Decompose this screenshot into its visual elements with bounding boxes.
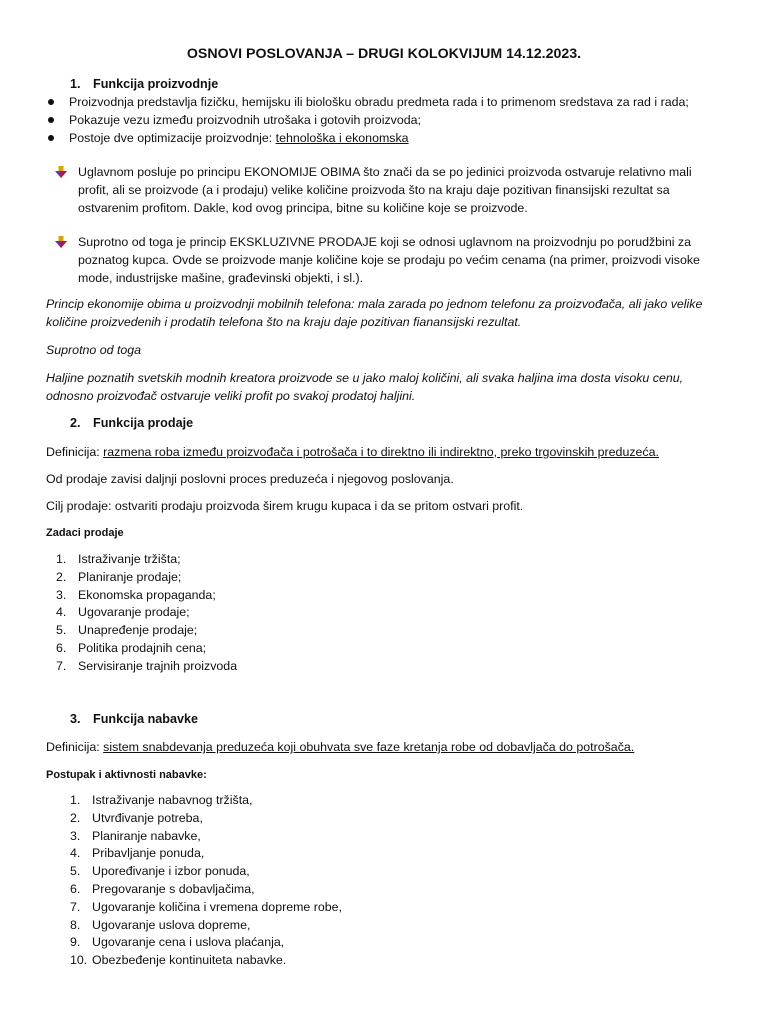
item-number: 2. xyxy=(70,810,81,825)
item-text: Unapređenje prodaje; xyxy=(78,623,198,638)
list-item xyxy=(46,586,237,604)
sales-tasks-list xyxy=(46,550,237,675)
list-item: Proizvodnja predstavlja fizičku, hemijsku ili biološku obradu predmeta rada i to primenom sredstava za rad i rada; xyxy=(46,93,746,111)
list-item xyxy=(46,916,342,934)
definition-text: razmena roba između proizvođača i potrošača i to direktno ili indirektno, preko trgovinskih preduzeća. xyxy=(103,445,659,459)
page-title: OSNOVI POSLOVANJA – DRUGI KOLOKVIJUM 14.12.2023. xyxy=(186,46,582,62)
item-number: 5. xyxy=(56,623,67,638)
item-text: Planiranje prodaje; xyxy=(78,569,182,584)
item-number: 4. xyxy=(70,846,81,861)
list-item xyxy=(46,809,342,827)
item-number: 6. xyxy=(56,640,67,655)
list-item xyxy=(46,791,342,809)
definition-label: Definicija: xyxy=(46,740,104,754)
item-text: Ugovaranje prodaje; xyxy=(78,605,190,620)
underlined-text: tehnološka i ekonomska xyxy=(275,131,409,145)
item-number: 9. xyxy=(70,935,81,950)
list-item xyxy=(46,933,342,951)
item-text: Obezbeđenje kontinuiteta nabavke. xyxy=(92,953,287,968)
paragraph-text: Uglavnom posluje po principu EKONOMIJE OBIMA što znači da se po jedinici proizvoda ostvaruje relativno mali profit, ali se proizvode (a i prodaju) velike količine proizvoda što na kraju daje pozitivan finansijski rezultat sa ostvarenim profitom. Dakle, kod ovog principa, bitne su količine koje se proizvode. xyxy=(78,165,692,215)
list-item xyxy=(46,568,237,586)
item-text: Ugovaranje količina i vremena dopreme robe, xyxy=(92,899,343,914)
section-title: Funkcija prodaje xyxy=(93,416,194,430)
paragraph-text: Suprotno od toga je princip EKSKLUZIVNE PRODAJE koji se odnosi uglavnom na proizvodnju po porudžbini za poznatog kupca. Ovde se proizvode manje količine koje se prodaju po većim cenama (na primer, proizvodi visoke mode, industrijske mašine, građevinski objekti, i sl.). xyxy=(78,235,700,285)
item-number: 7. xyxy=(70,899,81,914)
item-text: Istraživanje nabavnog tržišta, xyxy=(92,793,253,807)
list-item xyxy=(46,844,342,862)
list-item: Pokazuje vezu između proizvodnih utrošaka i gotovih proizvoda; xyxy=(46,111,746,129)
list-item xyxy=(46,603,237,621)
item-number: 1. xyxy=(56,552,67,566)
item-number: 4. xyxy=(56,605,67,620)
item-number: 8. xyxy=(70,917,81,932)
list-item xyxy=(46,657,237,675)
item-number: 1. xyxy=(70,793,81,807)
item-number: 6. xyxy=(70,881,81,896)
down-arrow-bullet-icon xyxy=(54,235,68,249)
definition-label: Definicija: xyxy=(46,445,104,459)
arrow-paragraph-economies-of-scale xyxy=(54,163,714,217)
list-item xyxy=(46,639,237,657)
item-number: 3. xyxy=(56,587,67,602)
item-text: Utvrđivanje potreba, xyxy=(92,810,203,825)
item-text: Pribavljanje ponuda, xyxy=(92,846,205,861)
list-item xyxy=(46,880,342,898)
bullet-text: Postoje dve optimizacije proizvodnje: xyxy=(69,131,276,145)
definition-nabavka xyxy=(46,738,726,756)
item-text: Pregovaranje s dobavljačima, xyxy=(92,881,255,896)
paragraph-prodaja-2: Cilj prodaje: ostvariti prodaju proizvoda širem krugu kupaca i da se pritom ostvari profit. xyxy=(46,499,524,513)
item-text: Ekonomska propaganda; xyxy=(78,587,216,602)
section-heading-nabavka xyxy=(70,710,198,728)
list-item xyxy=(46,862,342,880)
item-text: Ugovaranje cena i uslova plaćanja, xyxy=(92,935,285,950)
item-number: 2. xyxy=(56,569,67,584)
production-bullet-list xyxy=(46,93,746,147)
arrow-paragraph-exclusive-sales xyxy=(54,233,714,287)
item-text: Upoređivanje i izbor ponuda, xyxy=(92,864,250,879)
item-number: 3. xyxy=(70,828,81,843)
list-item xyxy=(46,827,342,845)
list-item xyxy=(46,898,342,916)
section-heading-proizvodnja xyxy=(70,75,218,93)
item-number: 10. xyxy=(70,953,88,968)
item-text: Planiranje nabavke, xyxy=(92,828,201,843)
item-number: 5. xyxy=(70,864,81,879)
section-title: Funkcija nabavke xyxy=(93,712,198,726)
italic-contrast-line: Suprotno od toga xyxy=(46,343,142,357)
list-item xyxy=(46,550,237,568)
section-title: Funkcija proizvodnje xyxy=(93,77,219,91)
procurement-steps-list xyxy=(46,791,342,969)
list-item xyxy=(46,621,237,639)
item-text: Politika prodajnih cena; xyxy=(78,640,207,655)
item-text: Ugovaranje uslova dopreme, xyxy=(92,917,251,932)
item-text: Servisiranje trajnih proizvoda xyxy=(78,658,238,673)
definition-text: sistem snabdevanja preduzeća koji obuhvata sve faze kretanja robe od dobavljača do potrošača. xyxy=(103,740,635,754)
subheading-postupak: Postupak i aktivnosti nabavke: xyxy=(46,769,207,781)
definition-prodaja xyxy=(46,443,726,461)
down-arrow-bullet-icon xyxy=(54,165,68,179)
italic-example-phones: Princip ekonomije obima u proizvodnji mobilnih telefona: mala zarada po jednom telefonu za proizvođača, ali jako velike količine proizvedenih i prodatih telefona što na kraju daje pozitivan fianansijski rezultat. xyxy=(46,297,703,329)
italic-example-dresses: Haljine poznatih svetskih modnih kreatora proizvode se u jako maloj količini, ali svaka haljina ima dosta visoku cenu, odnosno proizvođač ostvaruje veliki profit po svakoj prodatoj haljini. xyxy=(46,371,684,403)
section-number: 2. xyxy=(70,416,81,430)
item-text: Istraživanje tržišta; xyxy=(78,552,181,566)
item-number: 7. xyxy=(56,658,67,673)
list-item xyxy=(46,129,746,147)
section-heading-prodaja xyxy=(70,414,193,432)
section-number: 3. xyxy=(70,712,81,726)
section-number: 1. xyxy=(70,77,81,91)
list-item xyxy=(46,951,342,969)
paragraph-prodaja-1: Od prodaje zavisi daljnji poslovni proces preduzeća i njegovog poslovanja. xyxy=(46,472,454,486)
subheading-zadaci: Zadaci prodaje xyxy=(46,527,124,539)
